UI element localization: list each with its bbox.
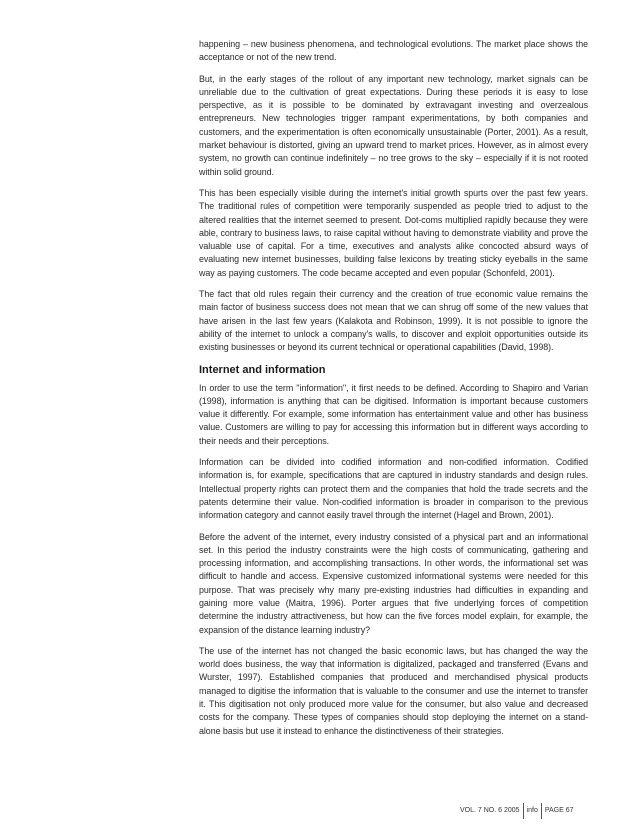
paragraph: Information can be divided into codified information and non-codified information. Codified information is, for example, specifications that are captured in industry standards and design rules. Intellectual property rights can protect them and the companies that hold the trade secrets and the patents determine their value. Non-codified information is broader in comparison to the previous information category and cannot easily travel through the internet (Hagel and Brown, 2001). bbox=[199, 457, 588, 521]
paragraph: The fact that old rules regain their currency and the creation of true economic value remains the main factor of business success does not mean that we can shrug off some of the new values that have arisen in the last few years (Kalakota and Robinson, 1999). It is not possible to ignore the ability of the internet to unlock a company's walls, to discover and exploit opportunities outside its existing businesses or beyond its current technical or operational capabilities (David, 1998). bbox=[199, 289, 588, 353]
paragraph: happening – new business phenomena, and technological evolutions. The market place shows the acceptance or not of the new trend. bbox=[199, 39, 588, 63]
page-footer bbox=[460, 803, 590, 819]
paragraph: This has been especially visible during the internet's initial growth spurts over the past few years. The traditional rules of competition were temporarily suspended as people tried to adjust to the altered realities that the internet seemed to present. Dot-coms multiplied rapidly because they were able, contrary to business laws, to raise capital without having to demonstrate viability and prove the valuable use of capital. For a time, executives and analysts alike concocted absurd ways of evaluating new internet businesses, building false lexicons by treating sticky eyeballs in the same way as paying customers. The code became accepted and even popular (Schonfeld, 2001). bbox=[199, 187, 588, 278]
footer-volume: VOL. 7 NO. 6 2005 bbox=[460, 807, 520, 814]
footer-divider bbox=[523, 803, 524, 819]
paragraph: Before the advent of the internet, every industry consisted of a physical part and an informational set. In this period the industry constraints were the high costs of communicating, gathering and processing information, and accomplishing transactions. In other words, the informational set was difficult to handle and access. Expensive customized informational systems were needed for this purpose. That was precisely why many pre-existing industries had difficulties in expanding and gaining more value (Maitra, 1996). Porter argues that five underlying forces of competition determine the industry attractiveness, but how can the five forces model explain, for example, the expansion of the distance learning industry? bbox=[199, 531, 588, 635]
footer-divider bbox=[541, 803, 542, 819]
article-body bbox=[199, 38, 588, 746]
paragraph: In order to use the term ''information'', it first needs to be defined. According to Shapiro and Varian (1998), information is anything that can be digitised. Information is important because customers value it differently. For example, some information has entertainment value and other has business value. Customers are willing to pay for accessing this information but in different ways according to their needs and their perceptions. bbox=[199, 382, 588, 446]
paragraph: But, in the early stages of the rollout of any important new technology, market signals can be unreliable due to the cultivation of great expectations. During these periods it is easy to lose perspective, as it is possible to be dominated by extravagant investing and overzealous entrepreneurs. New technologies trigger rampant experimentations, by both companies and customers, and the experimentation is often economically unsustainable (Porter, 2001). As a result, market behaviour is distorted, giving an upward trend to market prices. However, as in almost every system, no growth can continue indefinitely – no tree grows to the sky – especially if it is not rooted within solid ground. bbox=[199, 73, 588, 177]
footer-journal: info bbox=[526, 807, 538, 814]
section-heading: Internet and information bbox=[199, 363, 326, 376]
paragraph: The use of the internet has not changed the basic economic laws, but has changed the way the world does business, the way that information is digitalized, packaged and transferred (Evans and Wurster, 1997). Established companies that produced and merchandised physical products managed to digitise the information that is valuable to the consumer and use the internet to transfer it. This digitisation not only produced more value for the consumer, but also value and decreased costs for the company. These types of companies should stop deploying the internet on a stand-alone basis but use it instead to enhance the distinctiveness of their strategies. bbox=[199, 645, 588, 736]
footer-page-number: PAGE 67 bbox=[544, 807, 574, 814]
